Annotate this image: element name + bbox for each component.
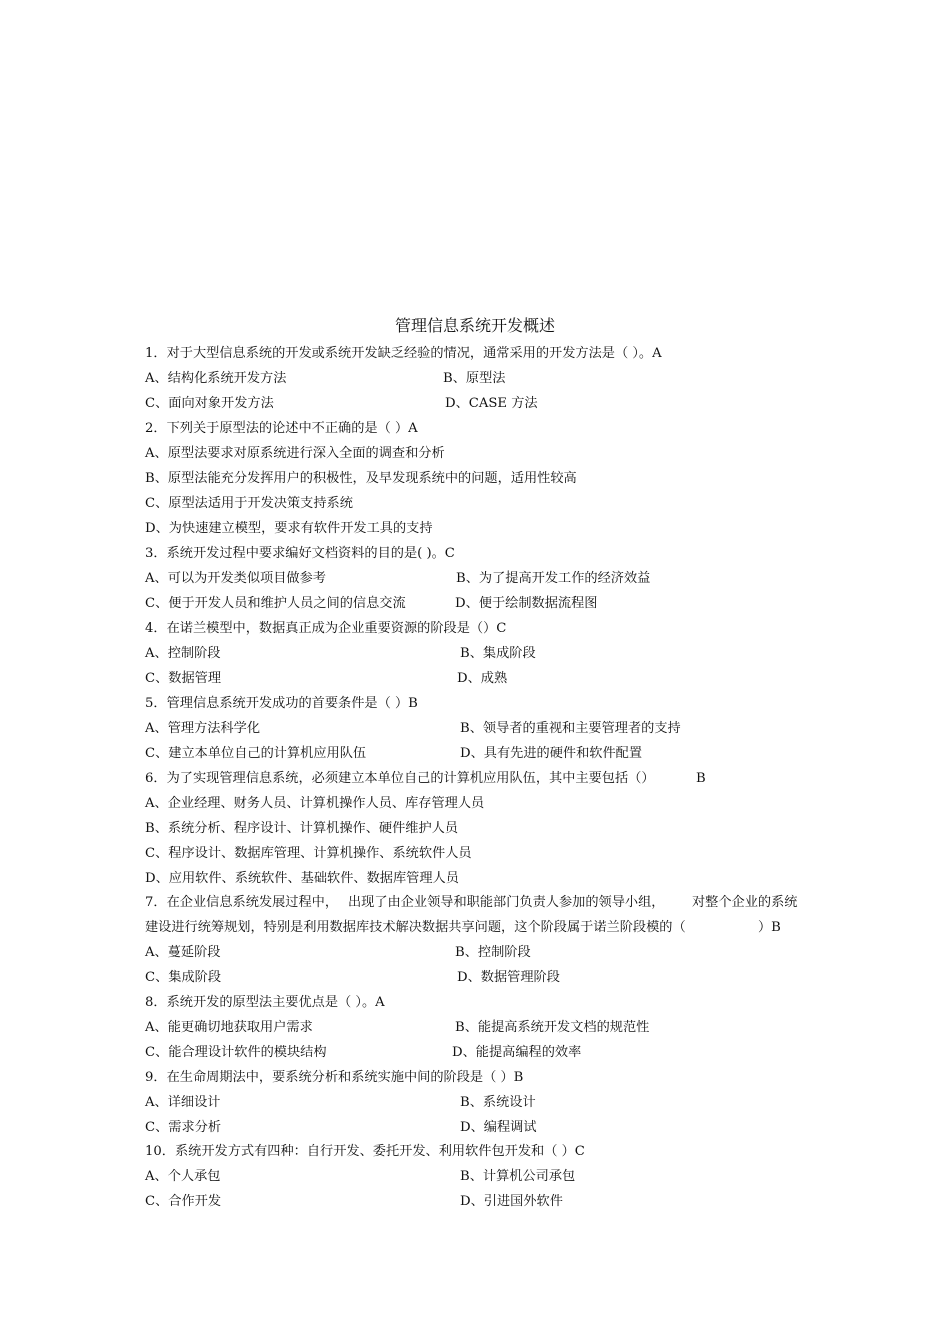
q1-option-c: C、面向对象开发方法 (145, 396, 274, 411)
q8-option-d: D、能提高编程的效率 (452, 1045, 582, 1060)
q7-option-b: B、控制阶段 (455, 945, 531, 960)
q8-option-c: C、能合理设计软件的模块结构 (145, 1045, 327, 1060)
question-9: 9．在生命周期法中，要系统分析和系统实施中间的阶段是（ ）B (145, 1070, 524, 1085)
q6-option-c: C、程序设计、数据库管理、计算机操作、系统软件人员 (145, 846, 472, 861)
q6-answer: B (696, 771, 706, 786)
q1-option-b: B、原型法 (443, 371, 506, 386)
q9-option-c: C、需求分析 (145, 1120, 222, 1135)
q7-answer: ）B (758, 920, 781, 935)
q2-option-d: D、为快速建立模型，要求有软件开发工具的支持 (145, 521, 433, 536)
question-1: 1．对于大型信息系统的开发或系统开发缺乏经验的情况，通常采用的开发方法是（ ）。A (145, 346, 662, 361)
q10-option-b: B、计算机公司承包 (460, 1169, 576, 1184)
q10-option-d: D、引进国外软件 (460, 1194, 563, 1209)
q3-option-a: A、可以为开发类似项目做参考 (145, 571, 326, 586)
question-5: 5．管理信息系统开发成功的首要条件是（ ）B (145, 696, 418, 711)
question-6: 6．为了实现管理信息系统，必须建立本单位自己的计算机应用队伍，其中主要包括（） (145, 771, 655, 786)
question-7-part-4: 建设进行统筹规划，特别是利用数据库技术解决数据共享问题，这个阶段属于诺兰阶段模的（ (145, 920, 686, 935)
q4-option-c: C、数据管理 (145, 671, 222, 686)
question-3: 3．系统开发过程中要求编好文档资料的目的是( )。C (145, 546, 455, 561)
question-2: 2．下列关于原型法的论述中不正确的是（ ）A (145, 421, 418, 436)
q3-option-d: D、便于绘制数据流程图 (455, 596, 598, 611)
q6-option-d: D、应用软件、系统软件、基础软件、数据库管理人员 (145, 871, 459, 886)
q10-option-a: A、个人承包 (145, 1169, 221, 1184)
q6-option-a: A、企业经理、财务人员、计算机操作人员、库存管理人员 (145, 796, 485, 811)
q3-option-c: C、便于开发人员和维护人员之间的信息交流 (145, 596, 406, 611)
q6-option-b: B、系统分析、程序设计、计算机操作、硬件维护人员 (145, 821, 459, 836)
q4-option-b: B、集成阶段 (460, 646, 536, 661)
q5-option-a: A、管理方法科学化 (145, 721, 261, 736)
q5-option-c: C、建立本单位自己的计算机应用队伍 (145, 746, 367, 761)
q2-option-a: A、原型法要求对原系统进行深入全面的调查和分析 (145, 446, 445, 461)
q9-option-d: D、编程调试 (460, 1120, 537, 1135)
q2-option-b: B、原型法能充分发挥用户的积极性，及早发现系统中的问题，适用性较高 (145, 471, 577, 486)
q8-option-b: B、能提高系统开发文档的规范性 (455, 1020, 650, 1035)
q4-option-a: A、控制阶段 (145, 646, 221, 661)
q7-option-c: C、集成阶段 (145, 970, 222, 985)
q7-option-d: D、数据管理阶段 (457, 970, 560, 985)
question-7-part-2: 出现了由企业领导和职能部门负责人参加的领导小组， (348, 895, 665, 910)
q5-option-d: D、具有先进的硬件和软件配置 (460, 746, 643, 761)
q9-option-b: B、系统设计 (460, 1095, 536, 1110)
q1-option-a: A、结构化系统开发方法 (145, 371, 287, 386)
q7-option-a: A、蔓延阶段 (145, 945, 221, 960)
q1-option-d: D、CASE 方法 (445, 396, 538, 411)
q5-option-b: B、领导者的重视和主要管理者的支持 (460, 721, 681, 736)
question-8: 8．系统开发的原型法主要优点是（ ）。A (145, 995, 385, 1010)
q2-option-c: C、原型法适用于开发决策支持系统 (145, 496, 353, 511)
q9-option-a: A、详细设计 (145, 1095, 221, 1110)
question-10: 10．系统开发方式有四种：自行开发、委托开发、利用软件包开发和（ ）C (145, 1144, 585, 1159)
question-7-part-1: 7．在企业信息系统发展过程中， (145, 895, 339, 910)
q4-option-d: D、成熟 (457, 671, 508, 686)
question-4: 4．在诺兰模型中，数据真正成为企业重要资源的阶段是（）C (145, 621, 507, 636)
q3-option-b: B、为了提高开发工作的经济效益 (456, 571, 651, 586)
page-title: 管理信息系统开发概述 (394, 316, 555, 335)
q8-option-a: A、能更确切地获取用户需求 (145, 1020, 313, 1035)
question-7-part-3: 对整个企业的系统 (692, 895, 798, 910)
q10-option-c: C、合作开发 (145, 1194, 222, 1209)
